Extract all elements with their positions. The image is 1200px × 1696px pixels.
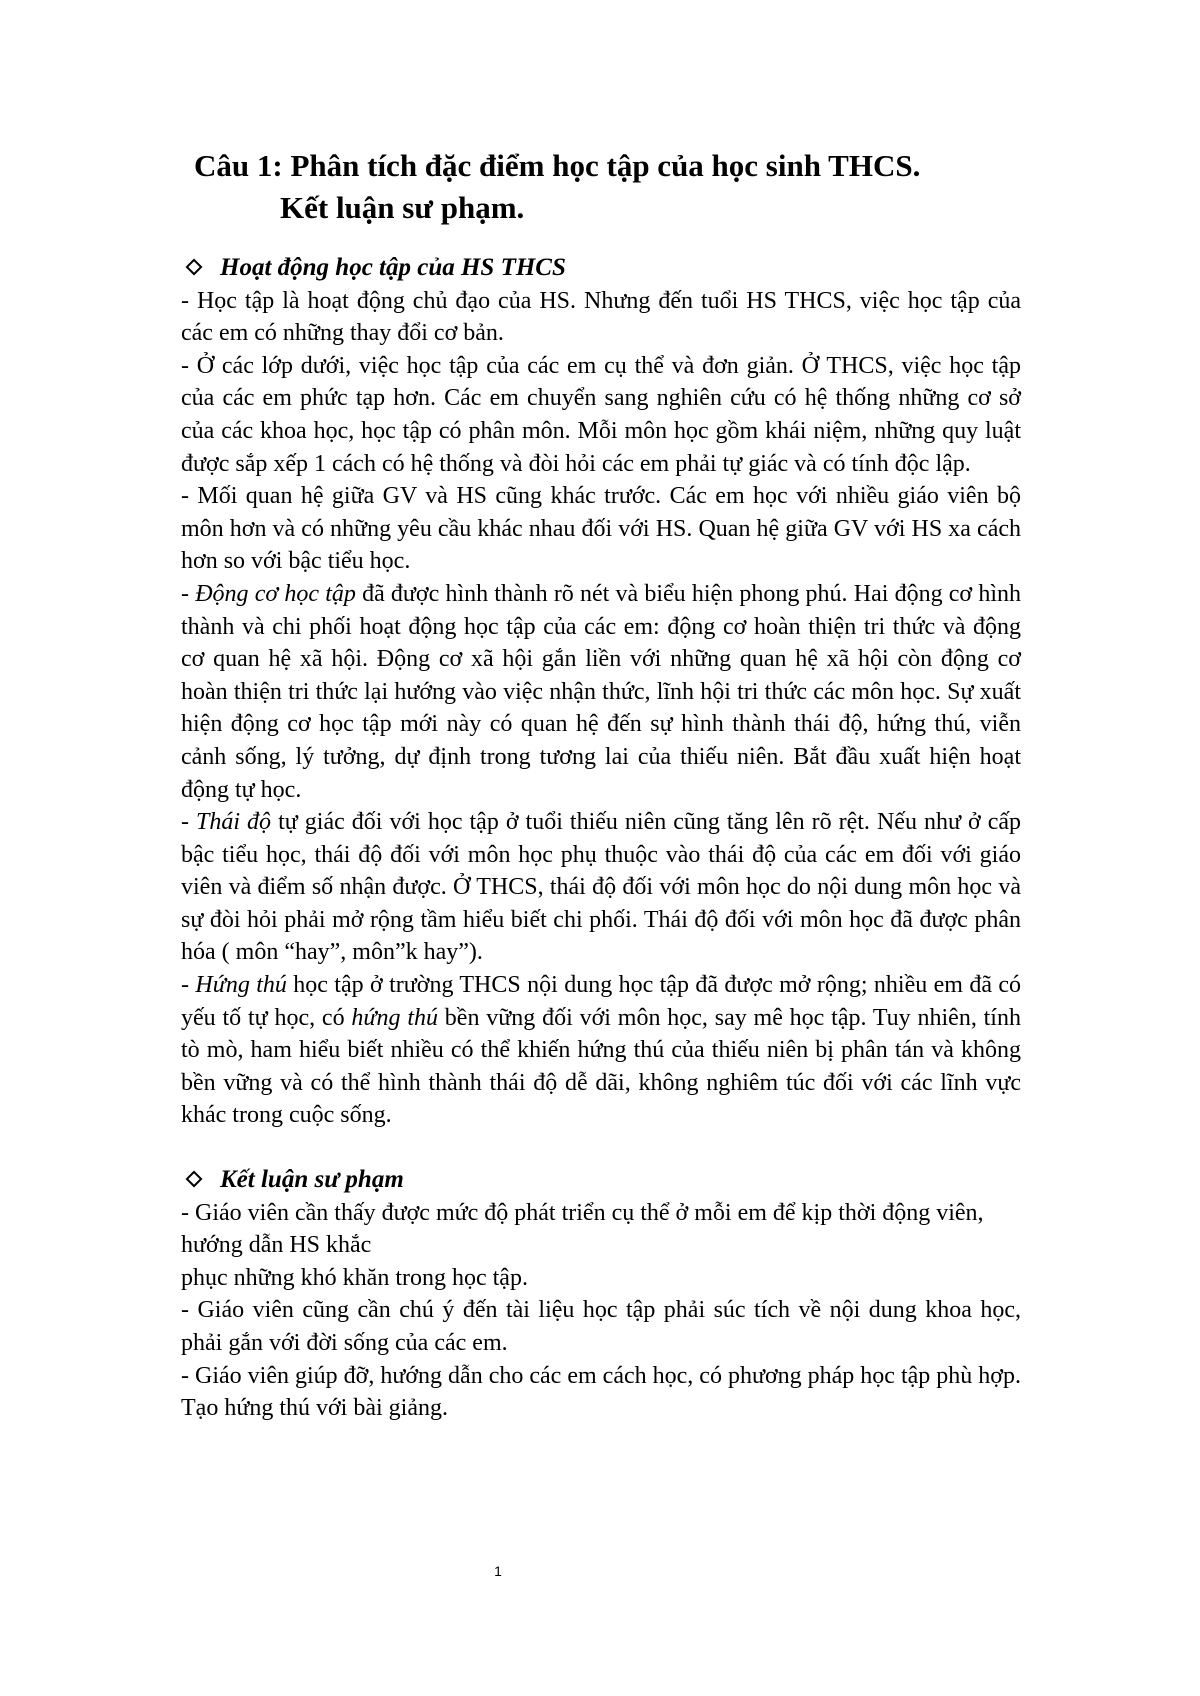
paragraph: - Ở các lớp dưới, việc học tập của các em cụ thể và đơn giản. Ở THCS, việc học tập của các em phức tạp hơn. Các em chuyển sang nghiên cứu có hệ thống những cơ sở của các khoa học, học tập có phân môn. Mỗi môn học gồm khái niệm, những quy luật được sắp xếp 1 cách có hệ thống và đòi hỏi các em phải tự giác và có tính độc lập. [181, 352, 1021, 477]
italic-term: Động cơ học tập [195, 580, 356, 607]
text-run: học tập ở trường THCS nội dung học tập đã được mở rộng; nhiều em đã có yếu tố tự học, có [181, 972, 1022, 1031]
text-run: - [181, 580, 196, 607]
text-run: tự giác đối với học tập ở tuổi thiếu niên cũng tăng lên rõ rệt. Nếu như ở cấp bậc tiểu học, thái độ đối với môn học phụ thuộc vào thái độ của các em đối với giáo viên và điểm số nhận được. Ở THCS, thái độ đối với môn học do nội dung môn học và sự đòi hỏi phải mở rộng tầm hiểu biết chi phối. Thái độ đối với môn học đã được phân hóa ( môn “hay”, môn”k hay”). [181, 809, 1022, 966]
paragraph-motivation [181, 578, 1021, 806]
page-title [194, 145, 1094, 229]
diamond-bullet-icon [186, 1171, 203, 1188]
paragraph: - Giáo viên cần thấy được mức độ phát triển cụ thể ở mỗi em để kịp thời động viên, hướng dẫn HS khắc [181, 1199, 984, 1259]
paragraph: - Học tập là hoạt động chủ đạo của HS. Nhưng đến tuổi HS THCS, việc học tập của các em có những thay đổi cơ bản. [181, 287, 1021, 347]
text-run: đã được hình thành rõ nét và biểu hiện phong phú. Hai động cơ hình thành và chi phối hoạt động học tập của các em: động cơ hoàn thiện tri thức và động cơ quan hệ xã hội. Động cơ xã hội gắn liền với những quan hệ xã hội còn động cơ hoàn thiện tri thức lại hướng vào việc nhận thức, lĩnh hội tri thức các môn học. Sự xuất hiện động cơ học tập mới này có quan hệ đến sự hình thành thái độ, hứng thú, viễn cảnh sống, lý tưởng, dự định trong tương lai của thiếu niên. Bắt đầu xuất hiện hoạt động tự học. [181, 580, 1021, 803]
title-line-1: Câu 1: Phân tích đặc điểm học tập của học sinh THCS. [194, 148, 921, 183]
paragraph: - Mối quan hệ giữa GV và HS cũng khác trước. Các em học với nhiều giáo viên bộ môn hơn và có những yêu cầu khác nhau đối với HS. Quan hệ giữa GV với HS xa cách hơn so với bậc tiểu học. [181, 483, 1021, 575]
text-run: - [181, 972, 196, 999]
document-body [181, 252, 1021, 1425]
text-run: bền vững đối với môn học, say mê học tập. Tuy nhiên, tính tò mò, ham hiểu biết nhiều có thể khiến hứng thú của thiếu niên bị phân tán và không bền vững và có thể hình thành thái độ dễ dãi, không nghiêm túc đối với các lĩnh vực khác trong cuộc sống. [181, 1004, 1021, 1129]
section-heading-conclusion [181, 1164, 1021, 1197]
spacer [181, 1132, 1021, 1164]
paragraph: - Giáo viên cũng cần chú ý đến tài liệu học tập phải súc tích về nội dung khoa học, phải gắn với đời sống của các em. [181, 1297, 1021, 1356]
title-line-2: Kết luận sư phạm. [280, 190, 525, 225]
paragraph: - Giáo viên giúp đỡ, hướng dẫn cho các em cách học, có phương pháp học tập phù hợp. Tạo hứng thú với bài giảng. [181, 1362, 1021, 1422]
paragraph-interest [181, 969, 1021, 1132]
section-heading-text: Hoạt động học tập của HS THCS [220, 254, 566, 281]
paragraph-attitude [181, 806, 1021, 969]
italic-term: Thái độ [196, 809, 272, 836]
page-number-text: 1 [494, 1563, 502, 1579]
text-run: - [181, 809, 197, 836]
italic-term: Hứng thú [195, 972, 287, 999]
section-heading-learning-activity [181, 252, 1021, 285]
page-number [0, 1563, 1200, 1579]
italic-term: hứng thú [351, 1004, 438, 1031]
diamond-bullet-icon [186, 259, 203, 276]
section-heading-text: Kết luận sư phạm [220, 1166, 404, 1194]
paragraph: phục những khó khăn trong học tập. [181, 1264, 528, 1291]
